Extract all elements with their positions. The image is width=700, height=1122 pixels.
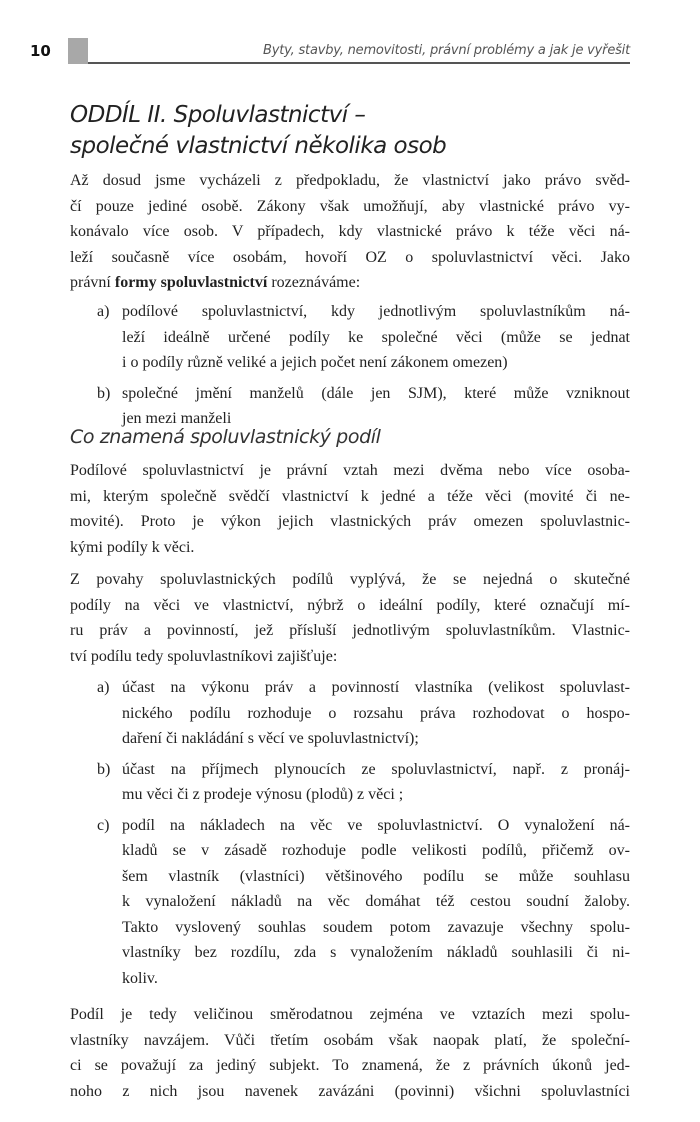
bold-term: formy spoluvlastnictví [114,274,268,291]
intro-paragraph [70,168,630,296]
section-title-line: společné vlastnictví několika osob [70,133,447,159]
list-label: a) [97,679,110,696]
section-title-line: ODDÍL II. Spoluvlastnictví – [70,102,366,128]
text-line: ru práv a povinností, jež přísluší jednotlivým spoluvlastníkům. Vlastnic- [70,622,630,639]
text-line: účast na příjmech plynoucích ze spoluvlastnictví, např. z pronáj- [122,760,630,778]
list-item [70,299,630,376]
text-line: podíly na věci ve vlastnictví, nýbrž o ideální podíly, které označují mí- [70,596,630,614]
forms-list [70,299,630,432]
text-line: ci se považují za jediný subjekt. To znamená, že z právních úkonů jed- [70,1057,630,1074]
text: právní [70,274,115,291]
section-title [70,100,446,162]
list-item [70,675,630,752]
text-line: kladů se v zásadě rozhoduje podle velikosti podílů, přičemž ov- [122,842,630,859]
text-line: konávalo více osob. V případech, kdy vlastnické právo k téže věci ná- [70,223,630,240]
text-line: Až dosud jsme vycházeli z předpokladu, že vlastnictví jako právo svěd- [70,172,630,189]
paragraph [70,1002,630,1104]
text-line: noho z nich jsou navenek zavázáni (povinni) všichni spoluvlastníci [70,1082,630,1100]
text-line: koliv. [122,969,158,987]
list-label: b) [97,384,111,402]
text-line: vlastníky navzájem. Vůči třetím osobám však naopak platí, že společní- [70,1031,630,1049]
text-line: Podílové spoluvlastnictví je právní vztah mezi dvěma nebo více osoba- [70,462,630,479]
page-number: 10 [30,42,51,60]
text-line: účast na výkonu práv a povinností vlastníka (velikost spoluvlast- [122,679,630,696]
text-line: daření či nakládání s věcí ve spoluvlastnictví); [122,730,419,747]
list-label: c) [97,816,110,834]
text-line: jen mezi manželi [122,410,232,427]
text-line: podíl na nákladech na věc ve spoluvlastnictví. O vynaložení ná- [122,816,630,834]
header-rule [88,62,630,64]
header-gray-block [68,38,88,64]
text-line: i o podíly různě veliké a jejich počet není zákonem omezen) [122,354,508,371]
paragraph [70,458,630,560]
text-line: movité). Proto je výkon jejich vlastnických práv omezen spoluvlastnic- [70,513,630,530]
running-header [30,38,630,64]
list-item [70,757,630,808]
running-title: Byty, stavby, nemovitosti, právní problémy a jak je vyřešit [263,43,630,58]
text-line: šem vlastník (vlastníci) většinového podílu se může souhlasu [122,867,630,885]
text-line: Takto vyslovený souhlas soudem potom zavazuje všechny spolu- [122,918,630,936]
text-line: k vynaložení nákladů na věc domáhat též cestou soudní žaloby. [122,893,630,910]
text-line: mi, kterým společně svědčí vlastnictví k jedné a téže věci (movité či ne- [70,487,630,505]
text-line: leží ideálně určené podíly ke společné věci (může se jednat [122,328,630,346]
rights-list [70,675,630,991]
text-line [70,270,630,296]
text-line: tví podílu tedy spoluvlastníkovi zajišťuje: [70,647,338,665]
text-line: Podíl je tedy veličinou směrodatnou zejména ve vztazích mezi spolu- [70,1006,630,1023]
text-line: společné jmění manželů (dále jen SJM), které může vzniknout [122,384,630,402]
text-line: vlastníky bez rozdílu, zda s vynaložením nákladů souhlasili či ni- [122,944,630,961]
paragraph [70,567,630,669]
list-label: b) [97,760,111,778]
list-item [70,813,630,992]
text-line: leží současně více osobám, hovoří OZ o spoluvlastnictví věci. Jako [70,248,630,266]
text-line: Z povahy spoluvlastnických podílů vyplývá, že se nejedná o skutečné [70,571,630,588]
text-line: podílové spoluvlastnictví, kdy jednotlivým spoluvlastníkům ná- [122,303,630,320]
text: rozeznáváme: [267,274,361,291]
list-item [70,381,630,432]
text-line: nického podílu rozhoduje o rozsahu práva rozhodovat o hospo- [122,704,630,722]
text-line: čí pouze jediné osobě. Zákony však umožňují, aby vlastnické právo vy- [70,197,630,215]
text-line: kými podíly k věci. [70,538,195,556]
text-line: mu věci či z prodeje výnosu (plodů) z věci ; [122,786,404,803]
list-label: a) [97,303,110,320]
subsection-heading: Co znamená spoluvlastnický podíl [70,426,381,448]
